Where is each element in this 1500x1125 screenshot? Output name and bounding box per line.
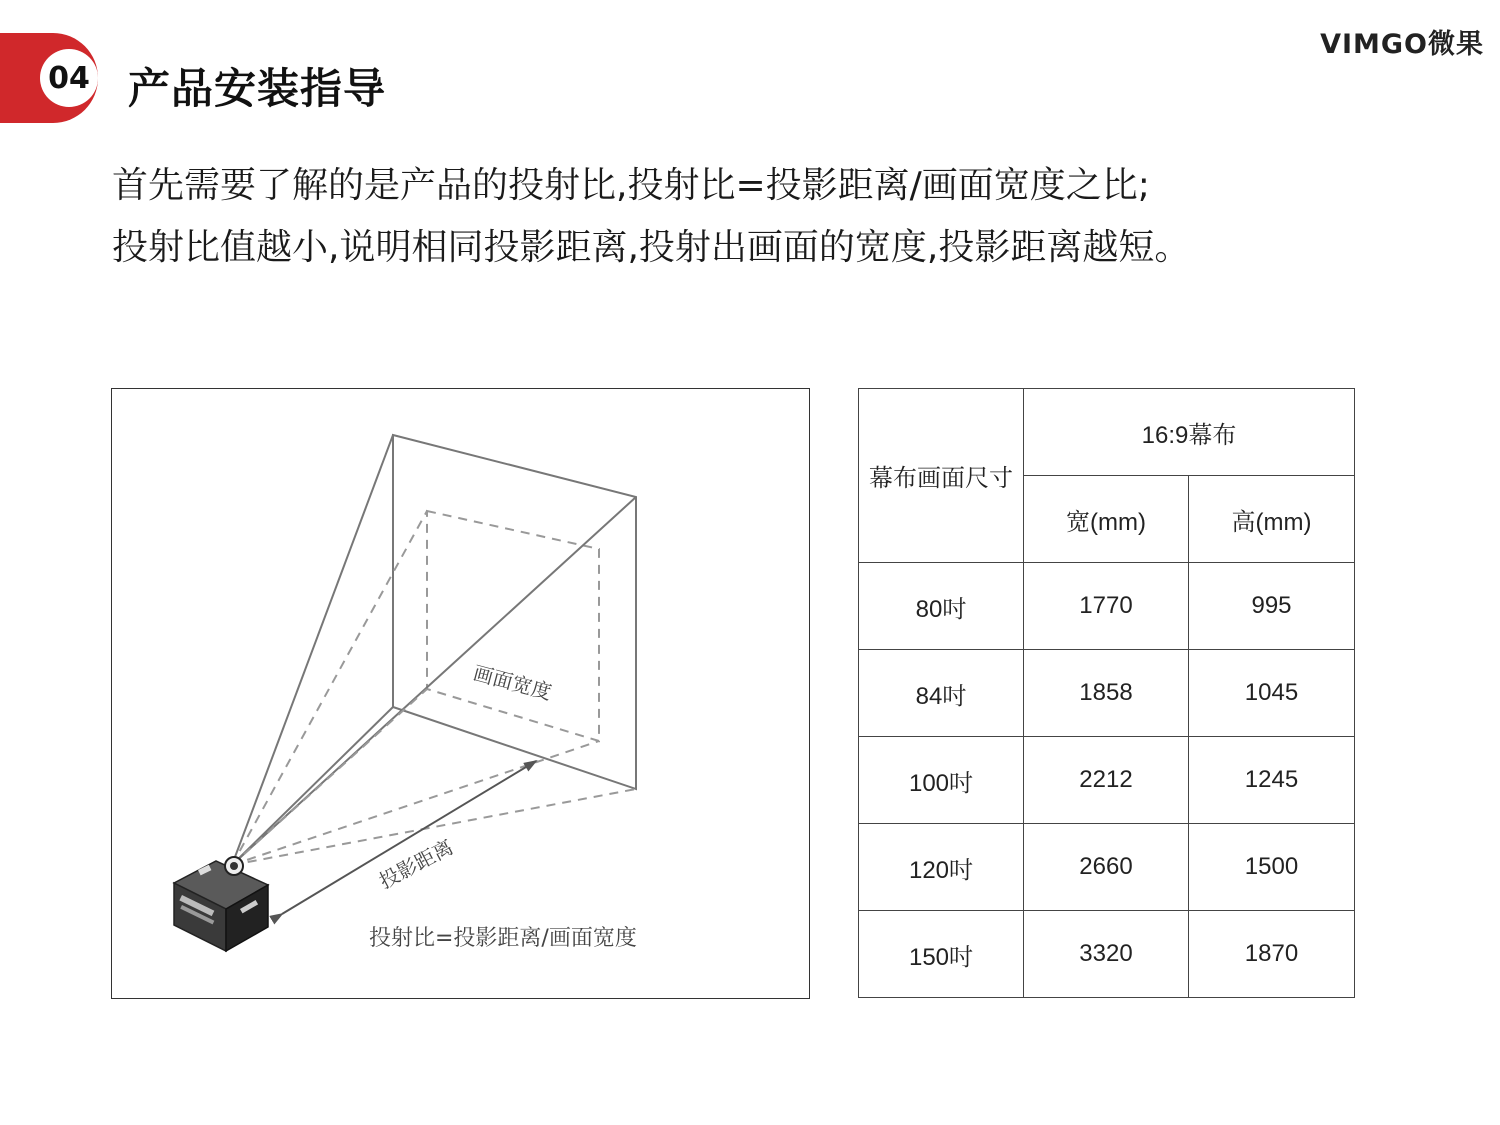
dashed-ray-1 bbox=[232, 511, 427, 865]
outer-screen-frame bbox=[393, 435, 636, 789]
width-cell: 1770 bbox=[1024, 563, 1189, 650]
size-cell: 120吋 bbox=[859, 824, 1024, 911]
width-cell: 2660 bbox=[1024, 824, 1189, 911]
size-cell: 84吋 bbox=[859, 650, 1024, 737]
table-row bbox=[859, 824, 1355, 911]
projector-icon bbox=[174, 857, 268, 951]
screen-width-label: 画面宽度 bbox=[470, 660, 555, 705]
group-header: 16:9幕布 bbox=[1024, 389, 1355, 476]
width-cell: 3320 bbox=[1024, 911, 1189, 998]
height-cell: 1045 bbox=[1189, 650, 1355, 737]
table-row bbox=[859, 650, 1355, 737]
intro-text bbox=[112, 155, 1442, 279]
height-header: 高(mm) bbox=[1189, 476, 1355, 563]
dashed-ray-3 bbox=[232, 741, 599, 865]
table-row bbox=[859, 911, 1355, 998]
diagram-svg bbox=[112, 389, 809, 998]
intro-line-1: 首先需要了解的是产品的投射比,投射比=投影距离/画面宽度之比; bbox=[112, 165, 1150, 206]
distance-label: 投影距离 bbox=[375, 834, 457, 894]
size-header: 幕布画面尺寸 bbox=[859, 389, 1024, 563]
height-cell: 1870 bbox=[1189, 911, 1355, 998]
screen-size-table bbox=[858, 388, 1355, 998]
size-cell: 80吋 bbox=[859, 563, 1024, 650]
width-header: 宽(mm) bbox=[1024, 476, 1189, 563]
height-cell: 1500 bbox=[1189, 824, 1355, 911]
height-cell: 995 bbox=[1189, 563, 1355, 650]
section-number: 04 bbox=[40, 49, 98, 107]
page-title: 产品安装指导 bbox=[128, 64, 387, 113]
formula-label: 投射比=投影距离/画面宽度 bbox=[369, 926, 637, 951]
size-cell: 100吋 bbox=[859, 737, 1024, 824]
dashed-ray-4 bbox=[232, 689, 427, 865]
table-row bbox=[859, 737, 1355, 824]
ray-top-left bbox=[232, 435, 393, 865]
size-cell: 150吋 bbox=[859, 911, 1024, 998]
height-cell: 1245 bbox=[1189, 737, 1355, 824]
table-row bbox=[859, 563, 1355, 650]
width-cell: 2212 bbox=[1024, 737, 1189, 824]
width-cell: 1858 bbox=[1024, 650, 1189, 737]
throw-ratio-diagram bbox=[111, 388, 810, 999]
intro-line-2: 投射比值越小,说明相同投影距离,投射出画面的宽度,投影距离越短。 bbox=[112, 227, 1191, 268]
inner-screen-frame bbox=[427, 511, 599, 741]
ray-bottom-left bbox=[232, 707, 393, 865]
brand-logo: VIMGO微果 bbox=[1320, 29, 1484, 60]
